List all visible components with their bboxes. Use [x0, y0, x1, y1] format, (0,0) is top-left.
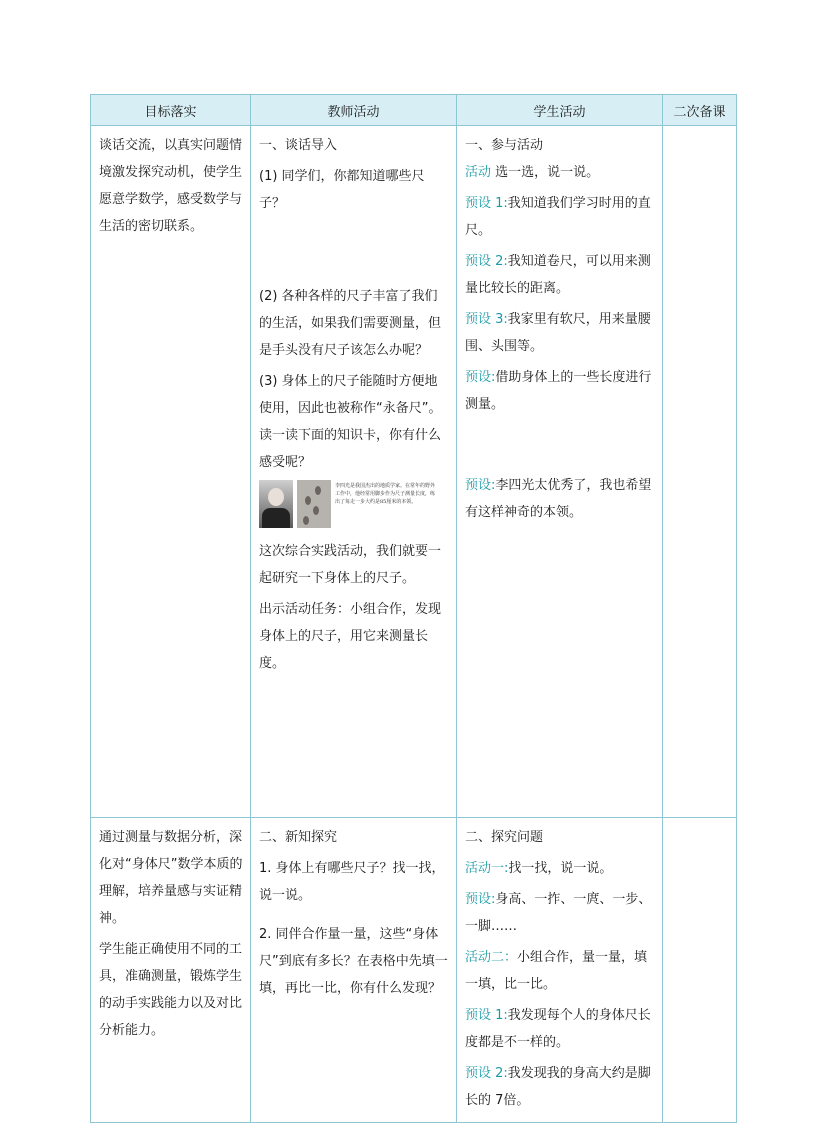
goal-cell — [91, 818, 251, 1123]
preset-text: 我知道卷尺，可以用来测量比较长的距离。 — [465, 254, 651, 296]
preset-1 — [465, 190, 656, 244]
activity-1 — [465, 855, 656, 882]
preset-text: 我发现我的身高大约是脚长的 7倍。 — [465, 1066, 651, 1108]
preset-label: 预设 2: — [465, 254, 508, 269]
activity-label: 活动一: — [465, 861, 509, 876]
table-row — [91, 126, 737, 818]
teacher-paragraph-2: 出示活动任务：小组合作，发现身体上的尺子，用它来测量长度。 — [259, 602, 442, 671]
section-heading: 二、新知探究 — [259, 830, 338, 845]
table-row — [91, 818, 737, 1123]
activity-text: 小组合作，量一量，填一填，比一比。 — [465, 950, 648, 992]
preset-3 — [465, 1060, 656, 1114]
goal-cell — [91, 126, 251, 818]
goal-text: 谈话交流，以真实问题情境激发探究动机，使学生愿意学数学，感受数学与生活的密切联系。 — [99, 138, 243, 234]
teacher-question-2: 2. 同伴合作量一量，这些“身体尺”到底有多长？在表格中先填一填，再比一比，你有什么发现？ — [259, 927, 448, 996]
preset-2 — [465, 248, 656, 302]
preset-label: 预设 1: — [465, 196, 508, 211]
portrait-image — [259, 480, 293, 528]
preset-text: 我发现每个人的身体尺长度都是不一样的。 — [465, 1008, 651, 1050]
activity-text: 选一选，说一说。 — [495, 165, 600, 180]
goal-text: 学生能正确使用不同的工具，准确测量，锻炼学生的动手实践能力以及对比分析能力。 — [99, 942, 243, 1038]
teacher-question-2: (2) 各种各样的尺子丰富了我们的生活，如果我们需要测量，但是手头没有尺子该怎么办呢？ — [259, 289, 442, 358]
footprints-image — [297, 480, 331, 528]
preset-5 — [465, 472, 656, 526]
second-prep-cell — [663, 818, 737, 1123]
teacher-question-1: 1. 身体上有哪些尺子？找一找，说一说。 — [259, 861, 445, 903]
preset-text: 我知道我们学习时用的直尺。 — [465, 196, 651, 238]
lesson-plan-table — [90, 94, 737, 1123]
activity-2 — [465, 944, 656, 998]
header-row — [91, 95, 737, 126]
preset-3 — [465, 306, 656, 360]
teacher-paragraph-1: 这次综合实践活动，我们就要一起研究一下身体上的尺子。 — [259, 544, 442, 586]
preset-2 — [465, 1002, 656, 1056]
preset-1 — [465, 886, 656, 940]
section-heading: 一、谈话导入 — [259, 138, 338, 153]
preset-label: 预设: — [465, 892, 496, 907]
preset-text: 李四光太优秀了，我也希望有这样神奇的本领。 — [465, 478, 652, 520]
preset-label: 预设: — [465, 370, 496, 385]
header-teacher: 教师活动 — [251, 95, 457, 126]
section-heading: 二、探究问题 — [465, 830, 544, 845]
teacher-question-3: (3) 身体上的尺子能随时方便地使用，因此也被称作“永备尺”。读一读下面的知识卡，你有什么感受呢？ — [259, 374, 442, 470]
teacher-cell — [251, 818, 457, 1123]
preset-text: 我家里有软尺，用来量腰围、头围等。 — [465, 312, 651, 354]
activity-label: 活动 — [465, 165, 492, 180]
header-goal: 目标落实 — [91, 95, 251, 126]
second-prep-cell — [663, 126, 737, 818]
preset-label: 预设 1: — [465, 1008, 508, 1023]
teacher-question-1: (1) 同学们，你都知道哪些尺子？ — [259, 169, 425, 211]
knowledge-card — [259, 480, 450, 528]
preset-4 — [465, 364, 656, 418]
goal-text: 通过测量与数据分析，深化对“身体尺”数学本质的理解，培养量感与实证精神。 — [99, 830, 243, 926]
preset-label: 预设 3: — [465, 312, 508, 327]
student-cell — [457, 126, 663, 818]
header-second-prep: 二次备课 — [663, 95, 737, 126]
activity-label: 活动二： — [465, 950, 518, 965]
preset-text: 身高、一拃、一庹、一步、一脚…… — [465, 892, 652, 934]
header-student: 学生活动 — [457, 95, 663, 126]
preset-text: 借助身体上的一些长度进行测量。 — [465, 370, 652, 412]
teacher-cell — [251, 126, 457, 818]
student-cell — [457, 818, 663, 1123]
knowledge-card-text: 李四光是我国杰出的地质学家。在常年的野外工作中，他经常用脚步作为尺子测量长度，练出了每走一步大约是85厘米的本领。 — [335, 483, 436, 505]
activity-text: 找一找，说一说。 — [508, 861, 613, 876]
section-heading: 一、参与活动 — [465, 138, 544, 153]
preset-label: 预设 2: — [465, 1066, 508, 1081]
activity-line — [465, 159, 656, 186]
preset-label: 预设: — [465, 478, 496, 493]
